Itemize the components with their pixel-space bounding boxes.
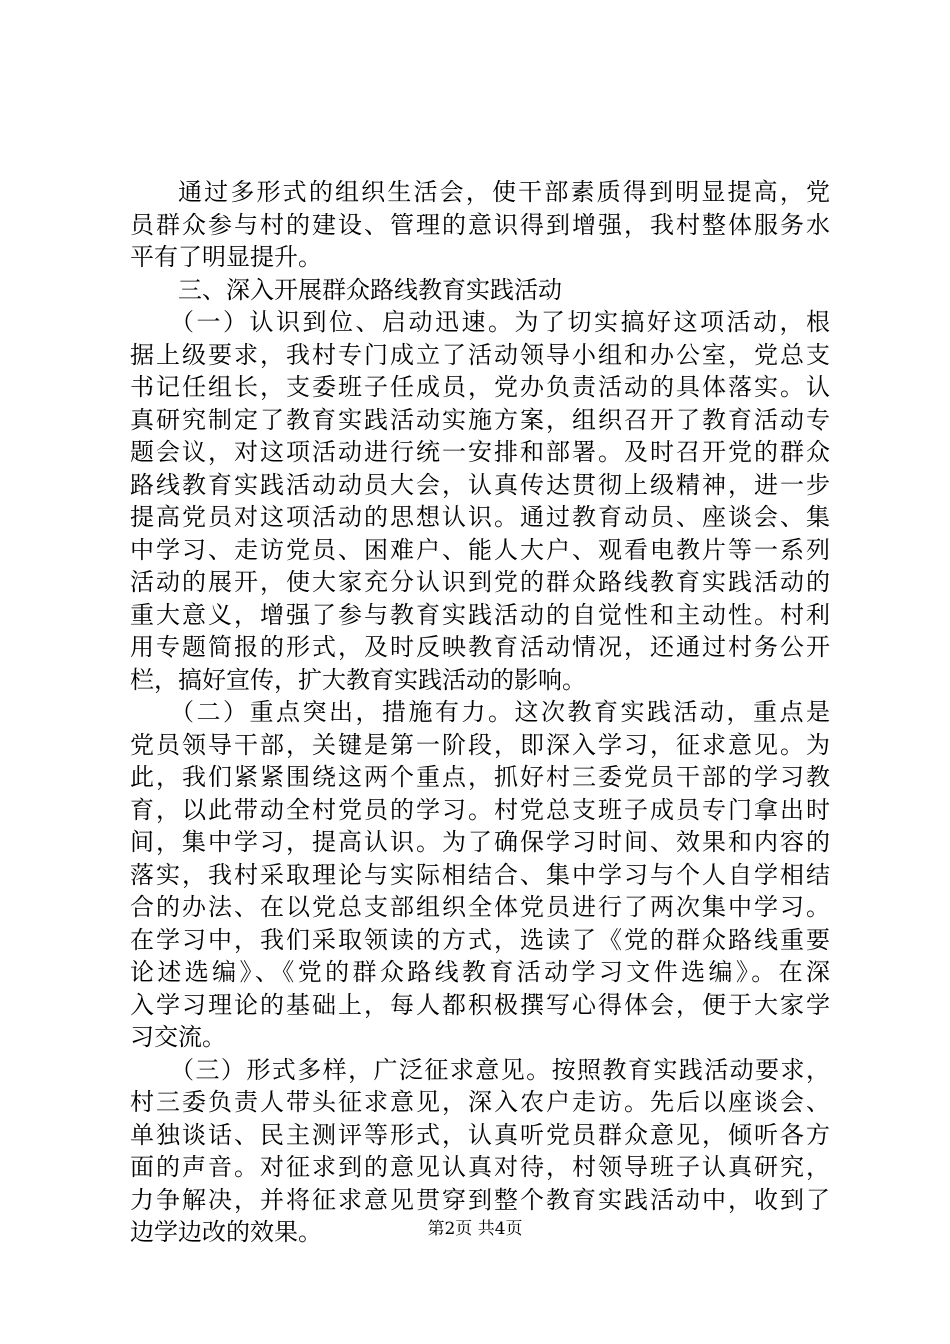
- text-line: （三）形式多样，广泛征求意见。按照教育实践活动要求，: [170, 1055, 830, 1084]
- text-line: 书记任组长，支委班子任成员，党办负责活动的具体落实。认: [130, 373, 830, 401]
- section-heading: 三、深入开展群众路线教育实践活动: [178, 275, 562, 304]
- text-line: 习交流。: [130, 1023, 226, 1051]
- text-line: 重大意义，增强了参与教育实践活动的自觉性和主动性。村利: [130, 600, 830, 629]
- text-line: 活动的展开，使大家充分认识到党的群众路线教育实践活动的: [130, 568, 830, 596]
- text-line: 入学习理论的基础上，每人都积极撰写心得体会，便于大家学: [130, 990, 830, 1019]
- text-line: 村三委负责人带头征求意见，深入农户走访。先后以座谈会、: [130, 1088, 830, 1116]
- text-line: 用专题简报的形式，及时反映教育活动情况，还通过村务公开: [130, 633, 830, 661]
- text-line: （一）认识到位、启动迅速。为了切实搞好这项活动，根: [170, 308, 830, 336]
- text-line: 单独谈话、民主测评等形式，认真听党员群众意见，倾听各方: [130, 1120, 830, 1149]
- text-line: 真研究制定了教育实践活动实施方案，组织召开了教育活动专: [130, 405, 830, 434]
- text-line: 间，集中学习，提高认识。为了确保学习时间、效果和内容的: [130, 828, 830, 856]
- text-line: 此，我们紧紧围绕这两个重点，抓好村三委党员干部的学习教: [130, 763, 830, 791]
- text-line: 力争解决，并将征求意见贯穿到整个教育实践活动中，收到了: [130, 1185, 830, 1214]
- text-line: 中学习、走访党员、困难户、能人大户、观看电教片等一系列: [130, 535, 830, 564]
- text-line: 党员领导干部，关键是第一阶段，即深入学习，征求意见。为: [130, 730, 830, 759]
- text-line: 栏，搞好宣传，扩大教育实践活动的影响。: [130, 665, 586, 694]
- text-line: 论述选编》、《党的群众路线教育活动学习文件选编》。在深: [130, 958, 830, 986]
- text-line: 面的声音。对征求到的意见认真对待，村领导班子认真研究，: [130, 1153, 830, 1181]
- text-line: 平有了明显提升。: [130, 243, 322, 271]
- text-line: 通过多形式的组织生活会，使干部素质得到明显提高，党: [178, 178, 830, 206]
- text-line: 题会议，对这项活动进行统一安排和部署。及时召开党的群众: [130, 438, 830, 466]
- text-line: 在学习中，我们采取领读的方式，选读了《党的群众路线重要: [130, 925, 830, 954]
- text-line: 提高党员对这项活动的思想认识。通过教育动员、座谈会、集: [130, 503, 830, 531]
- text-line: 据上级要求，我村专门成立了活动领导小组和办公室，党总支: [130, 340, 830, 369]
- text-line: 合的办法、在以党总支部组织全体党员进行了两次集中学习。: [130, 893, 830, 921]
- text-line: 员群众参与村的建设、管理的意识得到增强，我村整体服务水: [130, 210, 830, 239]
- document-body: [130, 176, 830, 1249]
- text-line: （二）重点突出，措施有力。这次教育实践活动，重点是: [170, 698, 830, 726]
- text-line: 路线教育实践活动动员大会，认真传达贯彻上级精神，进一步: [130, 470, 830, 499]
- text-line: 育，以此带动全村党员的学习。村党总支班子成员专门拿出时: [130, 795, 830, 824]
- text-line: 边学边改的效果。: [130, 1218, 322, 1246]
- page-number-label: 第2页 共4页: [427, 1219, 523, 1239]
- page-footer: [0, 1214, 950, 1239]
- text-line: 落实，我村采取理论与实际相结合、集中学习与个人自学相结: [130, 860, 830, 889]
